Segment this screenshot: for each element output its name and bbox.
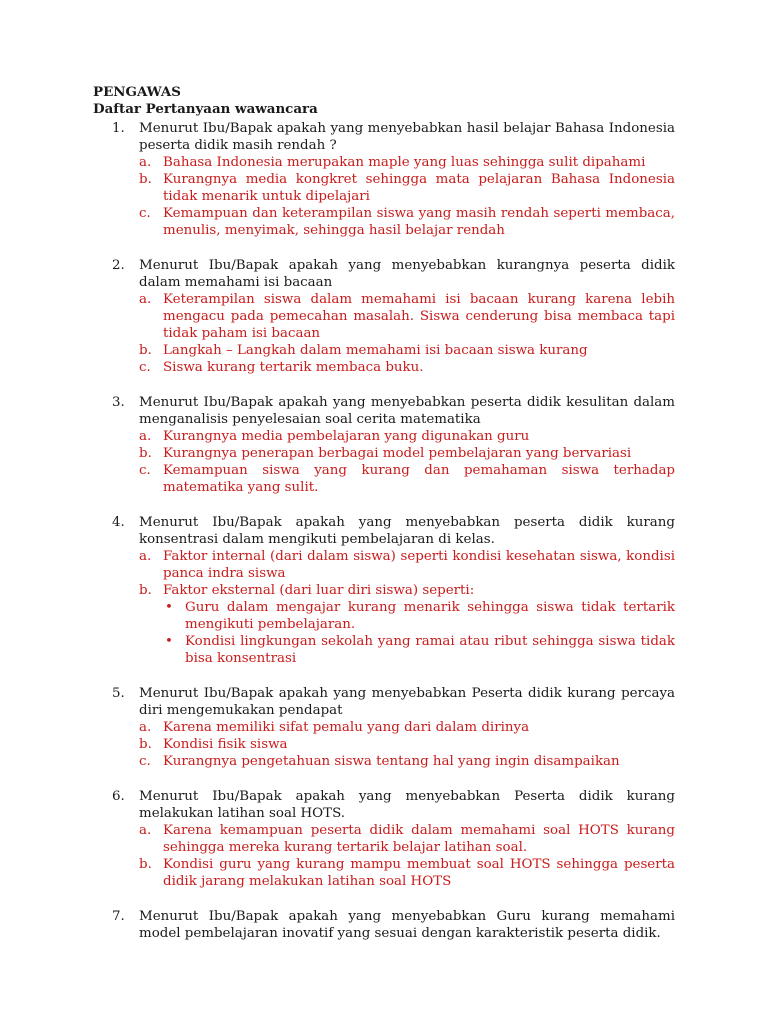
bullet-item — [163, 633, 675, 667]
document-title: PENGAWAS — [93, 84, 181, 100]
question-text: Menurut Ibu/Bapak apakah yang menyebabkan kurangnya peserta didik dalam memahami isi bacaan — [139, 258, 675, 290]
question-text: Menurut Ibu/Bapak apakah yang menyebabkan Peserta didik kurang melakukan latihan soal HOTS. — [139, 789, 675, 821]
answer-letter: a. — [139, 429, 152, 444]
answer-text: Kemampuan dan keterampilan siswa yang masih rendah seperti membaca, menulis, menyimak, sehingga hasil belajar rendah — [163, 206, 675, 238]
question-number: 1. — [112, 121, 125, 136]
answer-letter: b. — [139, 172, 152, 187]
answer-list — [139, 822, 675, 890]
answer-letter: a. — [139, 720, 152, 735]
question-item — [112, 908, 675, 942]
answer-letter: b. — [139, 583, 152, 598]
answer-item — [139, 548, 675, 582]
question-list — [112, 120, 675, 960]
answer-item — [139, 342, 675, 359]
question-item — [112, 257, 675, 376]
answer-text: Kurangnya media pembelajaran yang digunakan guru — [163, 429, 530, 444]
answer-letter: b. — [139, 446, 152, 461]
answer-item — [139, 205, 675, 239]
answer-letter: c. — [139, 754, 151, 769]
answer-item — [139, 719, 675, 736]
answer-text: Karena memiliki sifat pemalu yang dari dalam dirinya — [163, 720, 530, 735]
document-subtitle: Daftar Pertanyaan wawancara — [93, 101, 318, 117]
question-text: Menurut Ibu/Bapak apakah yang menyebabkan Peserta didik kurang percaya diri mengemukakan pendapat — [139, 686, 675, 718]
answer-list — [139, 548, 675, 667]
answer-text: Kurangnya penerapan berbagai model pembelajaran yang bervariasi — [163, 446, 632, 461]
answer-item — [139, 856, 675, 890]
answer-list — [139, 291, 675, 376]
answer-item — [139, 291, 675, 342]
answer-letter: a. — [139, 155, 152, 170]
answer-text: Kemampuan siswa yang kurang dan pemahaman siswa terhadap matematika yang sulit. — [163, 463, 675, 495]
answer-list — [139, 428, 675, 496]
answer-text: Langkah – Langkah dalam memahami isi bacaan siswa kurang — [163, 343, 588, 358]
question-number: 2. — [112, 258, 125, 273]
answer-item — [139, 445, 675, 462]
answer-item — [139, 753, 675, 770]
answer-text: Faktor eksternal (dari luar diri siswa) seperti: — [163, 583, 475, 598]
answer-letter: a. — [139, 823, 152, 838]
question-text: Menurut Ibu/Bapak apakah yang menyebabkan peserta didik kurang konsentrasi dalam mengikuti pembelajaran di kelas. — [139, 515, 675, 547]
question-number: 3. — [112, 395, 125, 410]
bullet-dot-icon: • — [165, 634, 173, 649]
question-item — [112, 120, 675, 239]
answer-letter: c. — [139, 360, 151, 375]
answer-list — [139, 719, 675, 770]
answer-item — [139, 428, 675, 445]
answer-text: Karena kemampuan peserta didik dalam memahami soal HOTS kurang sehingga mereka kurang tertarik belajar latihan soal. — [163, 823, 675, 855]
question-number: 7. — [112, 909, 125, 924]
question-number: 4. — [112, 515, 125, 530]
bullet-text: Guru dalam mengajar kurang menarik sehingga siswa tidak tertarik mengikuti pembelajaran. — [185, 600, 675, 632]
answer-letter: b. — [139, 343, 152, 358]
bullet-text: Kondisi lingkungan sekolah yang ramai atau ribut sehingga siswa tidak bisa konsentrasi — [185, 634, 675, 666]
answer-letter: b. — [139, 737, 152, 752]
bullet-list — [163, 599, 675, 667]
answer-item — [139, 582, 675, 667]
question-text: Menurut Ibu/Bapak apakah yang menyebabkan Guru kurang memahami model pembelajaran inovatif yang sesuai dengan karakteristik peserta didik. — [139, 909, 675, 941]
answer-item — [139, 736, 675, 753]
question-number: 6. — [112, 789, 125, 804]
answer-item — [139, 359, 675, 376]
answer-list — [139, 154, 675, 239]
answer-text: Keterampilan siswa dalam memahami isi bacaan kurang karena lebih mengacu pada pemecahan masalah. Siswa cenderung bisa membaca tapi tidak paham isi bacaan — [163, 292, 675, 341]
bullet-item — [163, 599, 675, 633]
bullet-dot-icon: • — [165, 600, 173, 615]
answer-letter: b. — [139, 857, 152, 872]
answer-letter: a. — [139, 549, 152, 564]
question-number: 5. — [112, 686, 125, 701]
answer-item — [139, 154, 675, 171]
answer-item — [139, 822, 675, 856]
answer-text: Kurangnya media kongkret sehingga mata pelajaran Bahasa Indonesia tidak menarik untuk dipelajari — [163, 172, 675, 204]
question-text: Menurut Ibu/Bapak apakah yang menyebabkan peserta didik kesulitan dalam menganalisis penyelesaian soal cerita matematika — [139, 395, 675, 427]
answer-text: Bahasa Indonesia merupakan maple yang luas sehingga sulit dipahami — [163, 155, 646, 170]
answer-text: Faktor internal (dari dalam siswa) seperti kondisi kesehatan siswa, kondisi panca indra siswa — [163, 549, 675, 581]
answer-text: Siswa kurang tertarik membaca buku. — [163, 360, 424, 375]
answer-text: Kurangnya pengetahuan siswa tentang hal yang ingin disampaikan — [163, 754, 620, 769]
answer-letter: c. — [139, 463, 151, 478]
answer-item — [139, 171, 675, 205]
answer-text: Kondisi guru yang kurang mampu membuat soal HOTS sehingga peserta didik jarang melakukan latihan soal HOTS — [163, 857, 675, 889]
answer-text: Kondisi fisik siswa — [163, 737, 288, 752]
question-item — [112, 514, 675, 667]
answer-item — [139, 462, 675, 496]
question-text: Menurut Ibu/Bapak apakah yang menyebabkan hasil belajar Bahasa Indonesia peserta didik masih rendah ? — [139, 121, 675, 153]
answer-letter: a. — [139, 292, 152, 307]
answer-letter: c. — [139, 206, 151, 221]
question-item — [112, 394, 675, 496]
question-item — [112, 788, 675, 890]
question-item — [112, 685, 675, 770]
